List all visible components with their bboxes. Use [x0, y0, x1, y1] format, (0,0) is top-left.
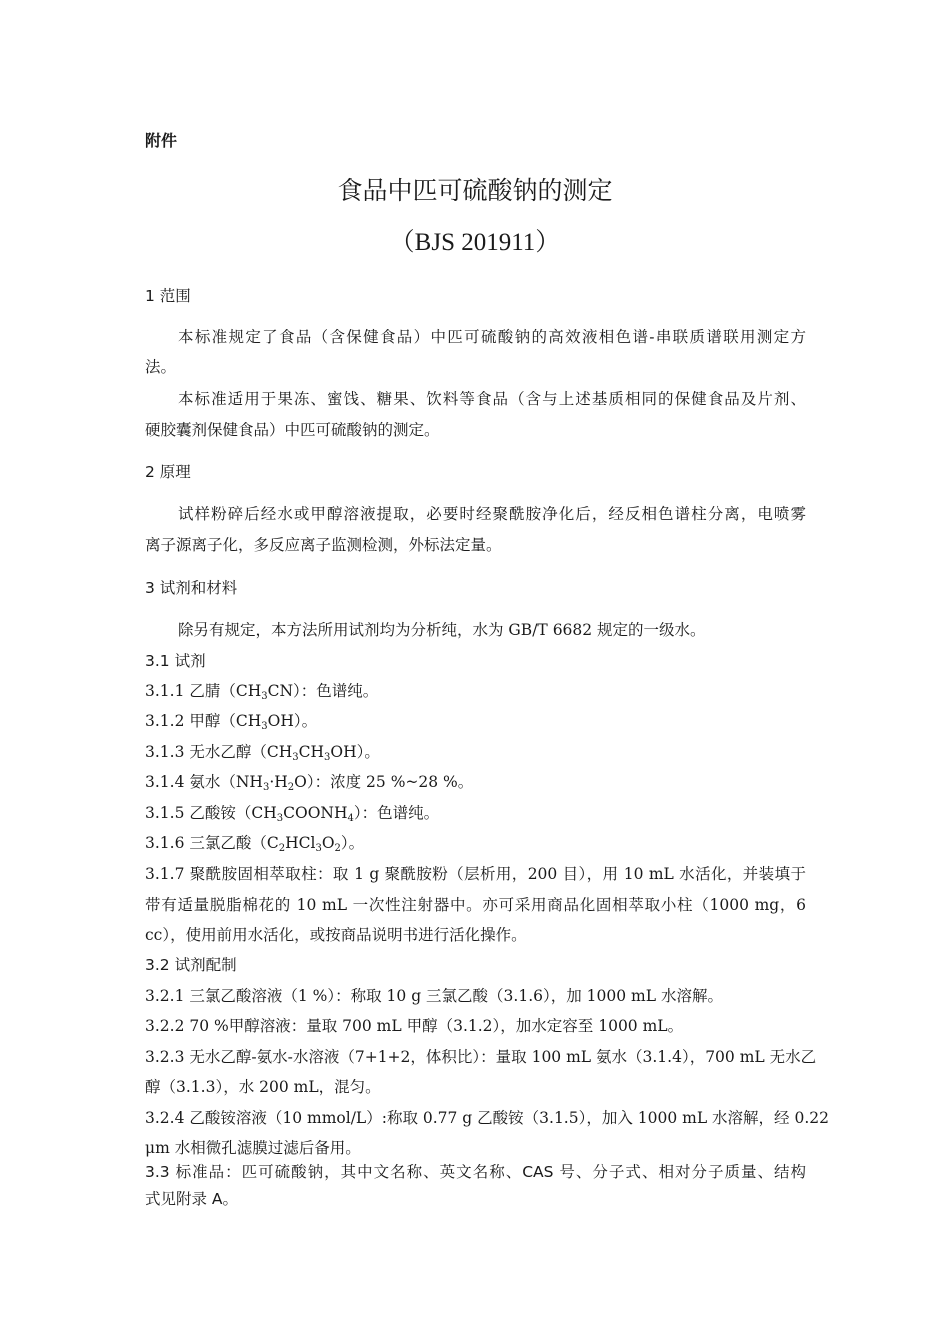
- section-1-para-2-line-2: 硬胶囊剂保健食品）中匹可硫酸钠的测定。: [145, 421, 440, 439]
- section-3-2-heading: 3.2 试剂配制: [145, 956, 237, 974]
- section-1-para-1-line-1: 本标准规定了食品（含保健食品）中匹可硫酸钠的高效液相色谱-串联质谱联用测定方: [178, 328, 806, 346]
- section-3-3-heading: 3.3 标准品：: [145, 1163, 242, 1181]
- section-3-1-heading: 3.1 试剂: [145, 652, 206, 670]
- section-2-heading: 2 原理: [145, 463, 191, 481]
- section-1-para-1-line-2: 法。: [145, 358, 177, 376]
- reagent-3-1-7-line-1: 3.1.7 聚酰胺固相萃取柱：取 1 g 聚酰胺粉（层析用，200 目），用 10 mL 水活化，并装填于: [145, 865, 806, 883]
- reagent-3-1-2: 3.1.2 甲醇$(CH_3OH)$。: [145, 712, 318, 732]
- reagent-3-1-3: 3.1.3 无水乙醇$(CH_3CH_3OH)$。: [145, 743, 380, 763]
- prep-3-2-4-line-1: 3.2.4 乙酸铵溶液（10 mmol/L）:称取 0.77 g 乙酸铵（3.1.5），加入 1000 mL 水溶解，经 0.22: [145, 1109, 829, 1127]
- document-title: 食品中匹可硫酸钠的测定: [337, 176, 613, 205]
- prep-3-2-3-line-2: 醇（3.1.3），水 200 mL，混匀。: [145, 1078, 381, 1096]
- section-1-heading: 1 范围: [145, 287, 191, 305]
- section-2-para-line-1: 试样粉碎后经水或甲醇溶液提取，必要时经聚酰胺净化后，经反相色谱柱分离，电喷雾: [178, 505, 806, 523]
- prep-3-2-3-line-1: 3.2.3 无水乙醇-氨水-水溶液（7+1+2，体积比）：量取 100 mL 氨水（3.1.4），700 mL 无水乙: [145, 1048, 817, 1066]
- section-3-3-line-2: 式见附录 A。: [145, 1190, 239, 1208]
- reagent-3-1-5: 3.1.5 乙酸铵$(CH_3COONH_4)$：色谱纯。: [145, 804, 440, 824]
- reagent-3-1-4: 3.1.4 氨水$(NH_3\cdot H_2O)$：浓度 25 %~28 %。: [145, 773, 474, 793]
- reagent-3-1-1: 3.1.1 乙腈$(CH_3CN)$：色谱纯。: [145, 682, 379, 702]
- section-3-3-line-1: 3.3 标准品：匹可硫酸钠，其中文名称、英文名称、CAS 号、分子式、相对分子质量、结构: [145, 1163, 806, 1181]
- reagent-3-1-7-line-2: 带有适量脱脂棉花的 10 mL 一次性注射器中。亦可采用商品化固相萃取小柱（1000 mg，6: [145, 896, 806, 914]
- section-2-para-line-2: 离子源离子化，多反应离子监测检测，外标法定量。: [145, 536, 502, 554]
- reagent-3-1-6: 3.1.6 三氯乙酸$(C_2HCl_3O_2)$。: [145, 834, 365, 854]
- section-3-intro: 除另有规定，本方法所用试剂均为分析纯，水为 GB/T 6682 规定的一级水。: [178, 621, 706, 639]
- prep-3-2-1: 3.2.1 三氯乙酸溶液（1 %）：称取 10 g 三氯乙酸（3.1.6），加 1000 mL 水溶解。: [145, 987, 723, 1005]
- standard-code: （BJS 201911）: [389, 229, 561, 256]
- section-3-heading: 3 试剂和材料: [145, 579, 238, 597]
- prep-3-2-2: 3.2.2 70 %甲醇溶液：量取 700 mL 甲醇（3.1.2），加水定容至 1000 mL。: [145, 1017, 684, 1035]
- reagent-3-1-7-line-3: cc），使用前用水活化，或按商品说明书进行活化操作。: [145, 926, 527, 944]
- section-1-para-2-line-1: 本标准适用于果冻、蜜饯、糖果、饮料等食品（含与上述基质相同的保健食品及片剂、: [178, 390, 806, 408]
- attachment-label: 附件: [145, 131, 178, 150]
- prep-3-2-4-line-2: μm 水相微孔滤膜过滤后备用。: [145, 1139, 361, 1157]
